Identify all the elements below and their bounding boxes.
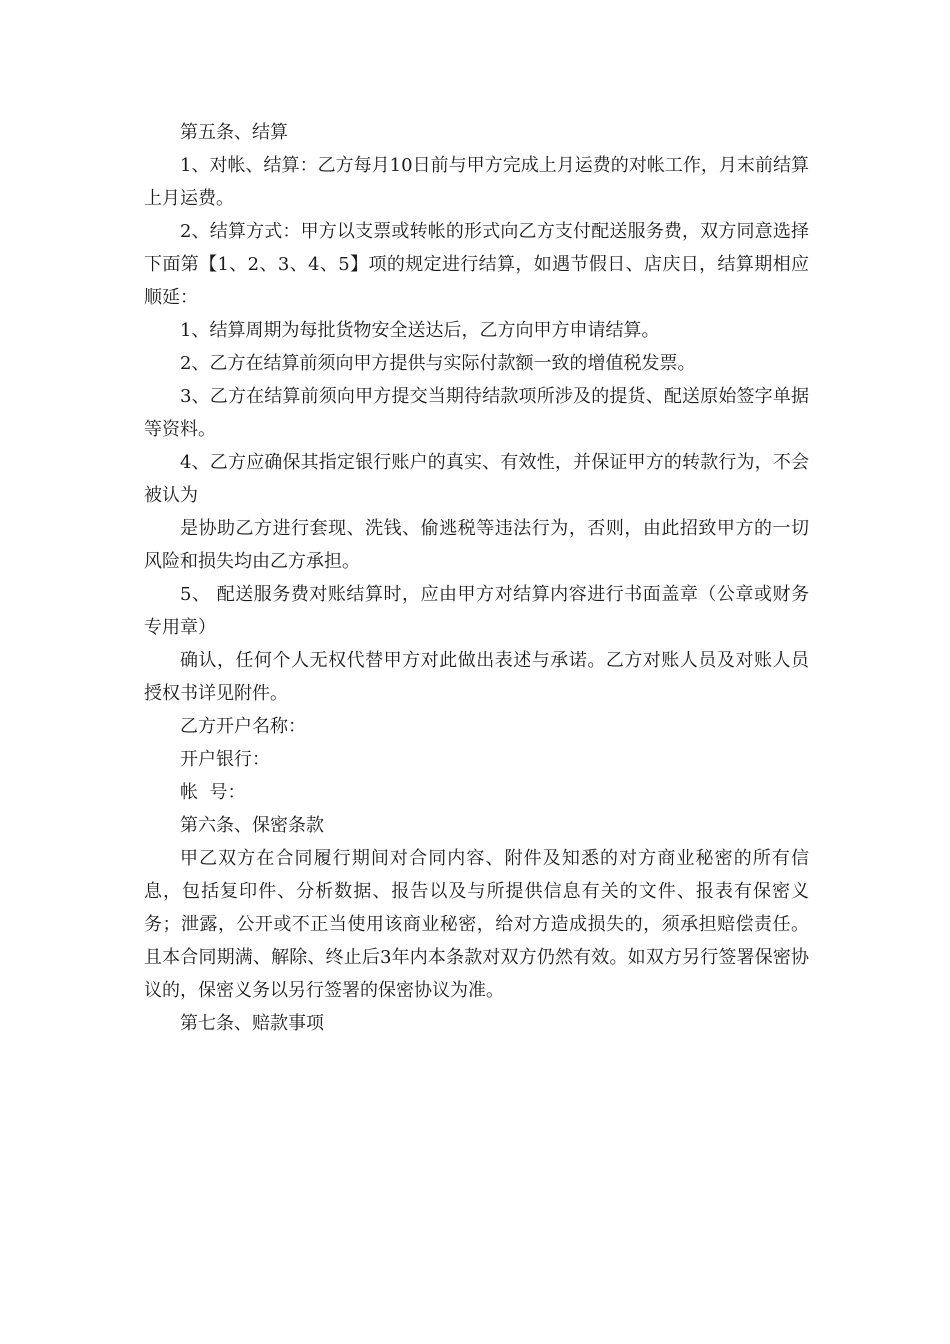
list-item-documents: 3、乙方在结算前须向甲方提交当期待结款项所涉及的提货、配送原始签字单据等资料。 [144, 386, 809, 440]
document-body [144, 116, 809, 1040]
paragraph-reconciliation: 1、对帐、结算：乙方每月10日前与甲方完成上月运费的对帐工作，月末前结算上月运费。 [144, 155, 809, 209]
paragraph-confidentiality: 甲乙双方在合同履行期间对合同内容、附件及知悉的对方商业秘密的所有信息，包括复印件、分析数据、报告以及与所提供信息有关的文件、报表有保密义务；泄露，公开或不正当使用该商业秘密，给对方造成损失的，须承担赔偿责任。且本合同期满、解除、终止后3年内本条款对双方仍然有效。如双方另行签署保密协议的，保密义务以另行签署的保密协议为准。 [144, 848, 809, 1001]
paragraph-settlement-method: 2、结算方式：甲方以支票或转帐的形式向乙方支付配送服务费，双方同意选择下面第【1、2、3、4、5】项的规定进行结算，如遇节假日、店庆日，结算期相应顺延： [144, 221, 809, 308]
list-item-vat-invoice: 2、乙方在结算前须向甲方提供与实际付款额一致的增值税发票。 [180, 353, 696, 374]
list-item-settlement-cycle: 1、结算周期为每批货物安全送达后，乙方向甲方申请结算。 [180, 320, 660, 341]
list-item-seal-confirmation: 5、 配送服务费对账结算时，应由甲方对结算内容进行书面盖章（公章或财务专用章） [144, 584, 809, 638]
field-bank: 开户银行： [180, 749, 270, 770]
paragraph-seal-confirmation-continued: 确认，任何个人无权代替甲方对此做出表述与承诺。乙方对账人员及对账人员授权书详见附件。 [144, 650, 809, 704]
paragraph-bank-account-continued: 是协助乙方进行套现、洗钱、偷逃税等违法行为，否则，由此招致甲方的一切风险和损失均由乙方承担。 [144, 518, 809, 572]
field-account-name: 乙方开户名称： [180, 716, 306, 737]
field-account-number: 帐 号： [180, 782, 246, 803]
section-heading-settlement: 第五条、结算 [180, 122, 288, 143]
section-heading-compensation: 第七条、赔款事项 [180, 1013, 324, 1034]
list-item-bank-account: 4、乙方应确保其指定银行账户的真实、有效性，并保证甲方的转款行为，不会被认为 [144, 452, 809, 506]
section-heading-confidentiality: 第六条、保密条款 [180, 815, 324, 836]
